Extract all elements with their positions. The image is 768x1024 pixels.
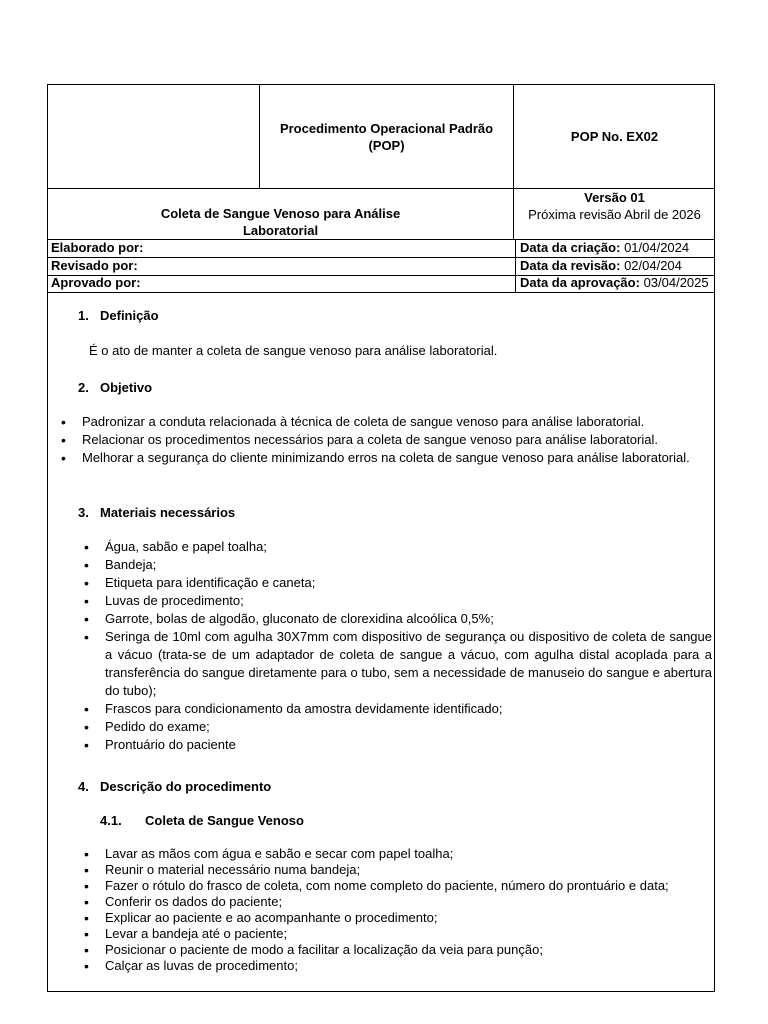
revision-date-cell	[515, 258, 714, 275]
section-3-title: Materiais necessários	[100, 505, 236, 520]
creation-date: 01/04/2024	[624, 240, 690, 255]
section-4-title: Descrição do procedimento	[100, 779, 272, 794]
approval-label: Data da aprovação:	[520, 275, 640, 290]
subject-row	[48, 189, 714, 240]
subsection-4-1-heading	[100, 813, 304, 828]
subsection-4-1-title: Coleta de Sangue Venoso	[145, 813, 304, 828]
document-title: Procedimento Operacional Padrão (POP)	[260, 85, 514, 188]
section-1-title: Definição	[100, 308, 159, 323]
list-item: • Fazer o rótulo do frasco de coleta, com nome completo do paciente, número do prontuário e data;	[105, 878, 712, 894]
section-2-heading	[78, 380, 152, 395]
document-frame	[47, 84, 715, 992]
approval-date: 03/04/2025	[643, 275, 709, 290]
list-item: • Pedido do exame;	[105, 718, 712, 736]
section-2-number: 2.	[78, 380, 89, 395]
meta-row-approved	[48, 275, 714, 293]
section-2-title: Objetivo	[100, 380, 153, 395]
subsection-4-1-number: 4.1.	[100, 813, 122, 828]
header-row	[48, 85, 714, 189]
procedure-subject: Coleta de Sangue Venoso para Análise Laboratorial	[48, 189, 514, 239]
section-3-number: 3.	[78, 505, 89, 520]
list-item: • Lavar as mãos com água e sabão e secar com papel toalha;	[105, 846, 712, 862]
list-item: • Melhorar a segurança do cliente minimizando erros na coleta de sangue venoso para análise laboratorial.	[82, 449, 712, 467]
revision-label: Data da revisão:	[520, 258, 621, 273]
pop-number: POP No. EX02	[570, 129, 659, 144]
list-item: • Garrote, bolas de algodão, gluconato de clorexidina alcoólica 0,5%;	[105, 610, 712, 628]
list-item: • Frascos para condicionamento da amostra devidamente identificado;	[105, 700, 712, 718]
creation-label: Data da criação:	[520, 240, 621, 255]
list-item: • Água, sabão e papel toalha;	[105, 538, 712, 556]
procedure-list	[105, 846, 712, 974]
list-item: • Luvas de procedimento;	[105, 592, 712, 610]
meta-row-revised	[48, 258, 714, 276]
list-item: • Posicionar o paciente de modo a facilitar a localização da veia para punção;	[105, 942, 712, 958]
approved-label: Aprovado por:	[51, 275, 141, 290]
section-1-text: É o ato de manter a coleta de sangue venoso para análise laboratorial.	[89, 343, 498, 358]
list-item: • Levar a bandeja até o paciente;	[105, 926, 712, 942]
list-item: • Explicar ao paciente e ao acompanhante o procedimento;	[105, 910, 712, 926]
list-item: • Etiqueta para identificação e caneta;	[105, 574, 712, 592]
objectives-list	[82, 413, 712, 467]
meta-row-elaborated	[48, 240, 714, 258]
list-item: • Prontuário do paciente	[105, 736, 712, 754]
list-item: • Padronizar a conduta relacionada à técnica de coleta de sangue venoso para análise laboratorial.	[82, 413, 712, 431]
section-1-number: 1.	[78, 308, 89, 323]
logo-cell	[48, 85, 260, 188]
list-item: • Conferir os dados do paciente;	[105, 894, 712, 910]
approval-date-cell	[515, 275, 714, 292]
revision-date: 02/04/204	[624, 258, 682, 273]
list-item: • Calçar as luvas de procedimento;	[105, 958, 712, 974]
version-cell	[515, 189, 714, 239]
next-revision: Próxima revisão Abril de 2026	[528, 207, 701, 222]
list-item: • Relacionar os procedimentos necessários para a coleta de sangue venoso para análise laboratorial.	[82, 431, 712, 449]
section-4-heading	[78, 779, 271, 794]
list-item: • Reunir o material necessário numa bandeja;	[105, 862, 712, 878]
materials-list	[105, 538, 712, 754]
version-label: Versão 01	[584, 190, 645, 205]
section-1-heading	[78, 308, 159, 323]
revised-label: Revisado por:	[51, 258, 138, 273]
elaborated-label: Elaborado por:	[51, 240, 144, 255]
list-item: • Bandeja;	[105, 556, 712, 574]
list-item: • Seringa de 10ml com agulha 30X7mm com dispositivo de segurança ou dispositivo de coleta de sangue a vácuo (trata-se de um adaptador de coleta de sangue a vácuo, com agulha distal acoplada para a transferência do sangue diretamente para o tubo, sem a necessidade de manuseio do sangue e abertura do tubo);	[105, 628, 712, 700]
section-4-number: 4.	[78, 779, 89, 794]
section-3-heading	[78, 505, 235, 520]
creation-date-cell	[515, 240, 714, 257]
